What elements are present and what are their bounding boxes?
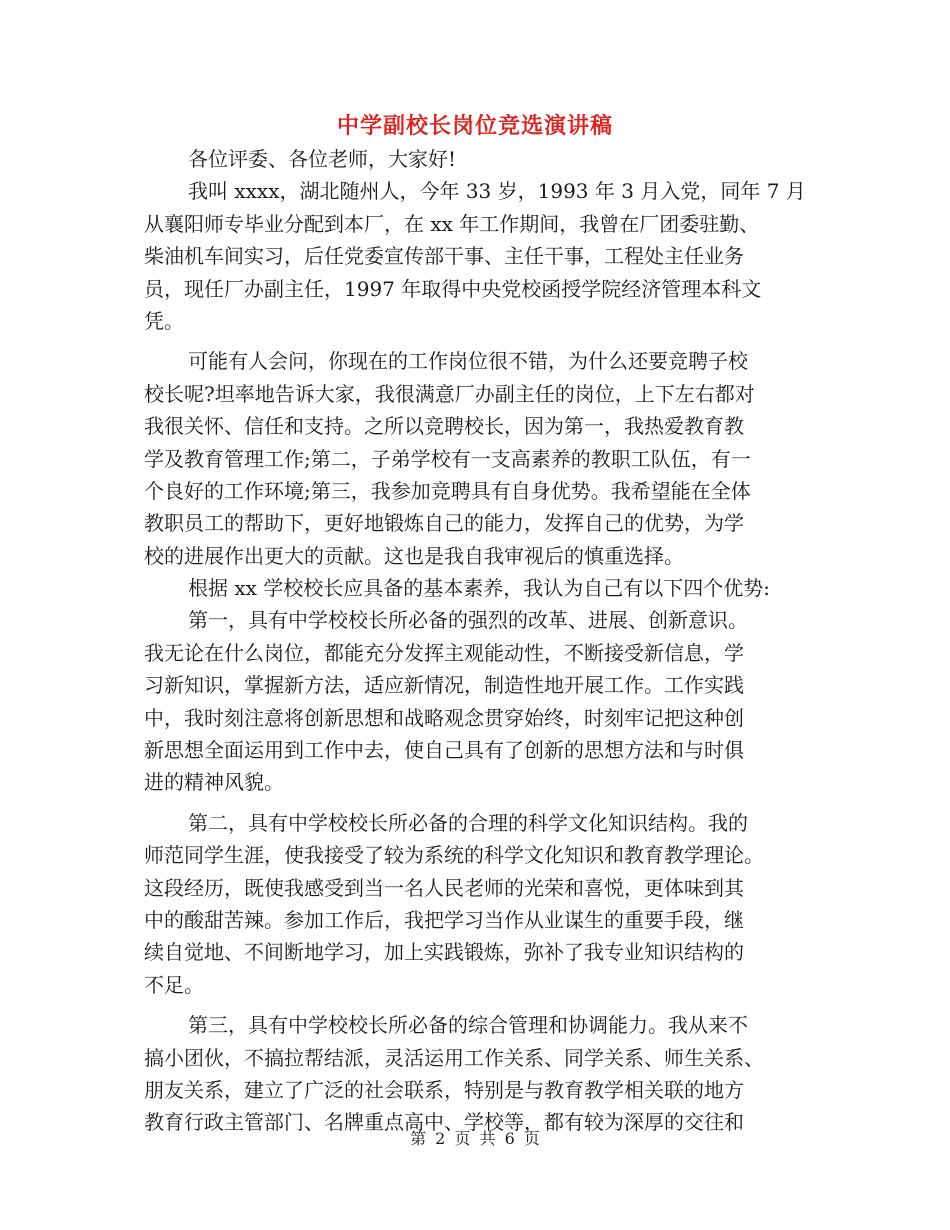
text-line: 从襄阳师专毕业分配到本厂，在 xx 年工作期间，我曾在厂团委驻勤、 (144, 211, 760, 236)
text-line: 我叫 xxxx，湖北随州人，今年 33 岁，1993 年 3 月入党，同年 7 月 (188, 179, 806, 204)
text-line: 新思想全面运用到工作中去，使自己具有了创新的思想方法和与时俱 (144, 738, 744, 763)
text-line: 朋友关系，建立了广泛的社会联系，特别是与教育教学相关联的地方 (144, 1077, 744, 1102)
text-line: 可能有人会问，你现在的工作岗位很不错，为什么还要竞聘子校 (188, 349, 748, 374)
document-body (144, 143, 814, 1139)
text-line: 中的酸甜苦辣。参加工作后，我把学习当作从业谋生的重要手段，继 (144, 907, 744, 932)
text-line: 校的进展作出更大的贡献。这也是我自我审视后的慎重选择。 (144, 543, 684, 568)
text-line: 我无论在什么岗位，都能充分发挥主观能动性，不断接受新信息，学 (144, 640, 744, 665)
text-line: 员，现任厂办副主任，1997 年取得中央党校函授学院经济管理本科文 (144, 276, 762, 301)
text-line: 续自觉地、不间断地学习，加上实践锻炼，弥补了我专业知识结构的 (144, 940, 744, 965)
text-line: 这段经历，既使我感受到当一名人民老师的光荣和喜悦，更体味到其 (144, 875, 744, 900)
text-line: 各位评委、各位老师，大家好! (188, 147, 457, 171)
text-line: 校长呢?坦率地告诉大家，我很满意厂办副主任的岗位，上下左右都对 (144, 381, 755, 406)
text-line: 习新知识，掌握新方法，适应新情况，制造性地开展工作。工作实践 (144, 673, 744, 698)
text-line: 个良好的工作环境;第三，我参加竞聘具有自身优势。我希望能在全体 (144, 478, 751, 503)
document-title: 中学副校长岗位竞选演讲稿 (336, 113, 613, 139)
text-line: 根据 xx 学校校长应具备的基本素养，我认为自己有以下四个优势: (188, 576, 771, 601)
text-line: 师范同学生涯，使我接受了较为系统的科学文化知识和教育教学理论。 (144, 843, 764, 868)
page-number: 第 2 页 共 6 页 (410, 1129, 540, 1148)
text-line: 教职员工的帮助下，更好地锻炼自己的能力，发挥自己的优势，为学 (144, 511, 744, 536)
text-line: 进的精神风貌。 (144, 770, 284, 795)
text-line: 教育行政主管部门、名牌重点高中、学校等，都有较为深厚的交往和 (144, 1110, 744, 1135)
text-line: 学及教育管理工作;第二，子弟学校有一支高素养的教职工队伍，有一 (144, 446, 751, 471)
text-line: 凭。 (144, 308, 184, 333)
text-line: 第一，具有中学校校长所必备的强烈的改革、进展、创新意识。 (188, 608, 748, 633)
text-line: 搞小团伙，不搞拉帮结派，灵活运用工作关系、同学关系、师生关系、 (144, 1045, 764, 1070)
text-line: 第二，具有中学校校长所必备的合理的科学文化知识结构。我的 (188, 810, 748, 835)
text-line: 中，我时刻注意将创新思想和战略观念贯穿始终，时刻牢记把这种创 (144, 705, 744, 730)
text-line: 第三，具有中学校校长所必备的综合管理和协调能力。我从来不 (188, 1013, 748, 1038)
text-line: 不足。 (144, 972, 204, 997)
text-line: 我很关怀、信任和支持。之所以竞聘校长，因为第一，我热爱教育教 (144, 414, 744, 439)
text-line: 柴油机车间实习，后任党委宣传部干事、主任干事，工程处主任业务 (144, 244, 744, 269)
